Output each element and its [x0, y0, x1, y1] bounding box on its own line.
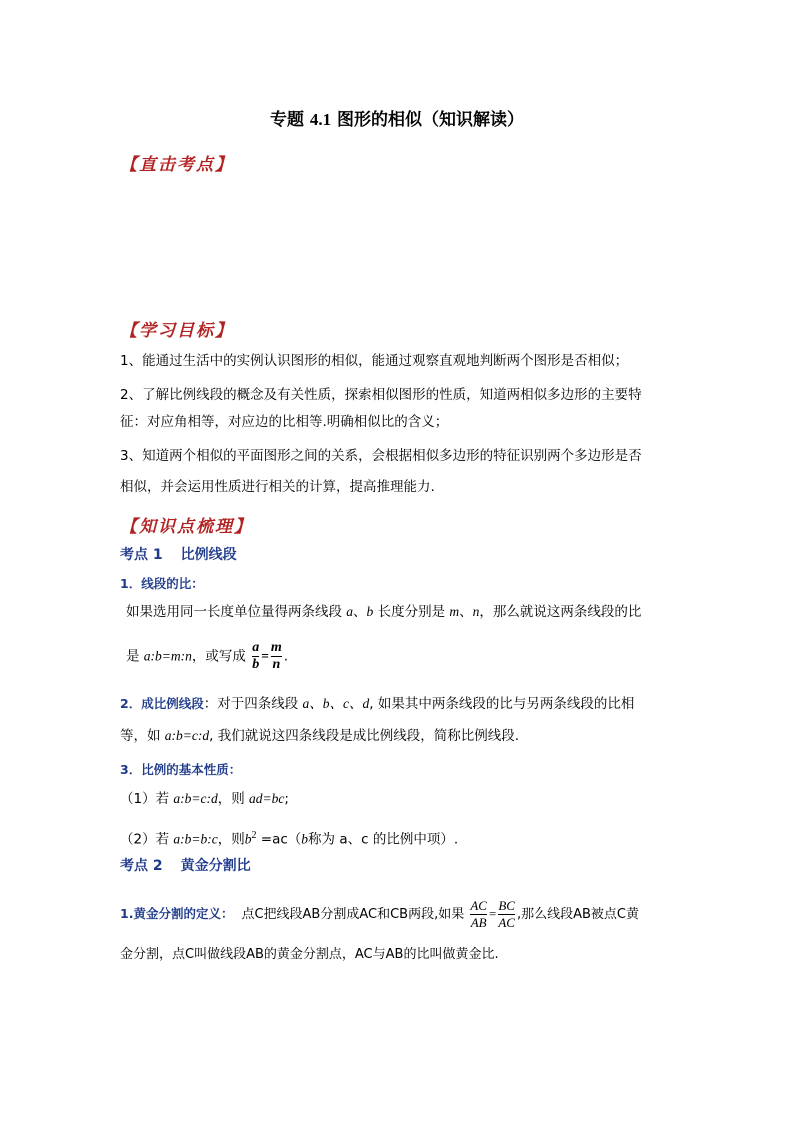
section-header-shuli: 【知识点梳理】: [120, 517, 253, 537]
fraction-ac-over-ab: $\frac{AC}{AB}$: [470, 898, 487, 930]
goal-line-1: 1、能通过生活中的实例认识图形的相似，能通过观察直观地判断两个图形是否相似；: [120, 353, 629, 369]
goal-line-3: 征：对应角相等，对应边的比相等.明确相似比的含义；: [120, 414, 449, 430]
goal-line-5: 相似，并会运用性质进行相关的计算，提高推理能力.: [120, 479, 435, 495]
property-line-2: （2）若 a:b=b:c，则$b^2 =ac(b$称为 a、c 的比例中项）.: [120, 830, 459, 848]
page-title: 专题 4.1 图形的相似（知识解读）: [269, 110, 525, 130]
goal-line-4: 3、知道两个相似的平面图形之间的关系，会根据相似多边形的特征识别两个多边形是否: [120, 448, 642, 464]
paragraph-proportional-line-2: 等，如 a:b=c:d, 我们就说这四条线段是成比例线段，简称比例线段.: [120, 728, 520, 744]
paragraph-ratio-line-1: 如果选用同一长度单位量得两条线段 a、b 长度分别是 m、n，那么就说这两条线段的比: [126, 604, 642, 620]
paragraph-proportional-line-1: 2．成比例线段：对于四条线段 a、b、c、d, 如果其中两条线段的比与另两条线段的比相: [120, 696, 635, 712]
subheading-ratio: 1．线段的比：: [120, 576, 204, 591]
paragraph-ratio-line-2: 是 a:b=m:n，或写成 $\frac{a}{b}$ = $\frac{m}{n}$ .: [126, 640, 289, 672]
property-line-1: （1）若 a:b=c:d，则 ad=bc;: [120, 791, 289, 807]
golden-ratio-line-2: 金分割，点C叫做线段AB的黄金分割点，AC与AB的比叫做黄金比.: [120, 947, 499, 962]
fraction-m-over-n: $\frac{m}{n}$: [270, 640, 282, 672]
golden-ratio-line-1: 1.黄金分割的定义： 点C把线段AB分割成AC和CB两段,如果 $\frac{AC}{AB}$ = $\frac{BC}{AC}$ ,那么线段AB被点C黄: [120, 898, 639, 930]
fraction-a-over-b: $\frac{a}{b}$: [252, 640, 260, 672]
section-header-zhiji: 【直击考点】: [120, 155, 234, 175]
subheading-basic-property: 3．比例的基本性质：: [120, 762, 242, 777]
section-header-xuexi: 【学习目标】: [120, 321, 234, 341]
fraction-bc-over-ac: $\frac{BC}{AC}$: [498, 898, 515, 930]
kaodian-2-heading: 考点 2 黄金分割比: [120, 858, 251, 874]
goal-line-2: 2、了解比例线段的概念及有关性质，探索相似图形的性质，知道两相似多边形的主要特: [120, 387, 642, 403]
kaodian-1-heading: 考点 1 比例线段: [120, 547, 237, 563]
